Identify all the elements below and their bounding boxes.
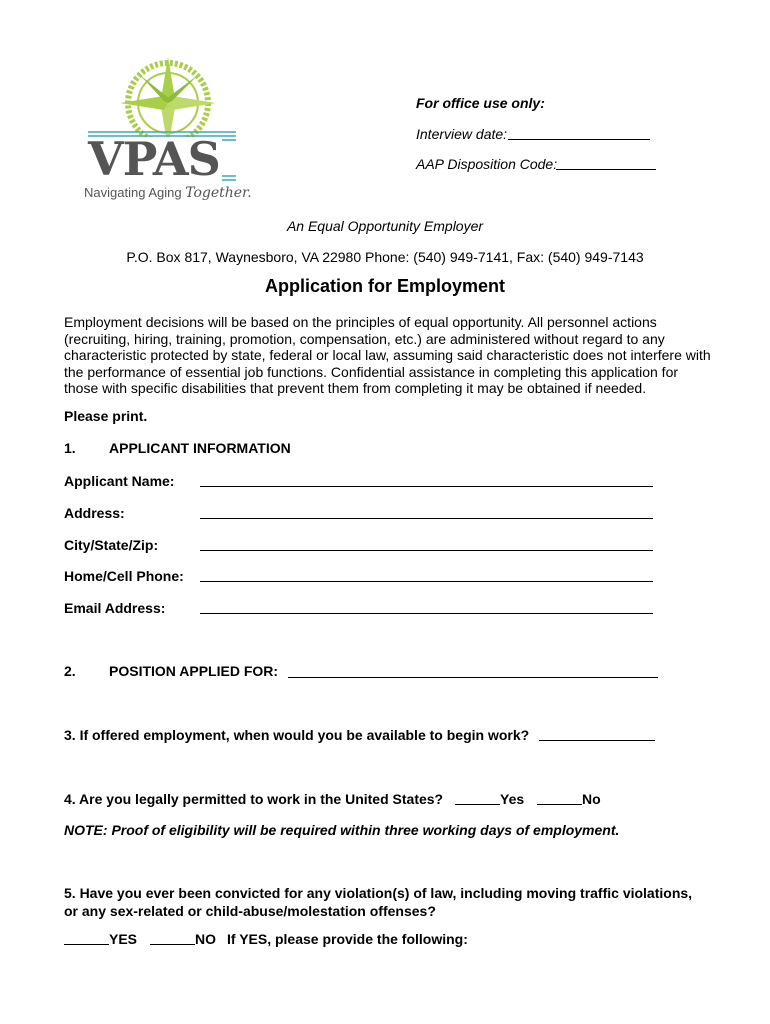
city-state-zip-label: City/State/Zip: (64, 537, 159, 553)
question5-line1: 5. Have you ever been convicted for any violation(s) of law, including moving traffic violations, (64, 885, 693, 901)
q5-no-label: NO (195, 931, 216, 947)
question5-line2: or any sex-related or child-abuse/molestation offenses? (64, 903, 436, 919)
vpas-logo (80, 55, 252, 215)
interview-date-label: Interview date: (416, 126, 508, 142)
address-line[interactable] (200, 518, 653, 519)
intro-paragraph: Employment decisions will be based on the principles of equal opportunity. All personnel actions (recruiting, hiring, training, promotion, compensation, etc.) are administered without regard to any characteristic protected by state, federal or local law, assuming said characteristic does not interfere with the performance of essential job functions. Confidential assistance in completing this application for those with specific disabilities that prevent them from completing it may be obtained if needed. (64, 314, 711, 396)
aap-disposition-label: AAP Disposition Code: (416, 156, 558, 172)
q5-yes-line[interactable] (64, 944, 109, 945)
logo-tagline-prefix: Navigating Aging (84, 185, 182, 200)
start-date-line[interactable] (539, 740, 655, 741)
logo-brand-text: VPAS (88, 132, 220, 186)
phone-label: Home/Cell Phone: (64, 568, 184, 584)
interview-date-line[interactable] (508, 139, 650, 140)
company-address: P.O. Box 817, Waynesboro, VA 22980 Phone: (540) 949-7141, Fax: (540) 949-7143 (126, 249, 644, 265)
address-label: Address: (64, 505, 125, 521)
equal-opportunity-text: An Equal Opportunity Employer (286, 218, 484, 234)
applicant-name-label: Applicant Name: (64, 473, 175, 489)
email-label: Email Address: (64, 600, 166, 616)
aap-disposition-line[interactable] (556, 169, 656, 170)
position-applied-line[interactable] (288, 677, 658, 678)
q5-followup: If YES, please provide the following: (227, 931, 468, 947)
q5-no-line[interactable] (150, 944, 195, 945)
logo-tagline-script: Together. (185, 185, 252, 201)
eligibility-note: NOTE: Proof of eligibility will be required within three working days of employment. (64, 822, 620, 838)
section1-number: 1. (64, 440, 76, 456)
q4-yes-line[interactable] (455, 804, 500, 805)
please-print: Please print. (64, 408, 148, 424)
email-line[interactable] (200, 613, 653, 614)
q5-yes-label: YES (109, 931, 138, 947)
phone-line[interactable] (200, 581, 653, 582)
page-title: Application for Employment (264, 276, 505, 296)
section1-title: APPLICANT INFORMATION (109, 440, 291, 456)
applicant-name-line[interactable] (200, 486, 653, 487)
section2-number: 2. (64, 663, 76, 679)
q4-yes-label: Yes (500, 791, 525, 807)
question4-text: 4. Are you legally permitted to work in the United States? (64, 791, 444, 807)
logo-tagline (84, 185, 252, 201)
q4-no-line[interactable] (537, 804, 582, 805)
q4-no-label: No (582, 791, 601, 807)
question3-text: 3. If offered employment, when would you be available to begin work? (64, 727, 530, 743)
section2-title: POSITION APPLIED FOR: (109, 663, 279, 679)
office-use-title: For office use only: (416, 95, 545, 111)
city-state-zip-line[interactable] (200, 550, 653, 551)
